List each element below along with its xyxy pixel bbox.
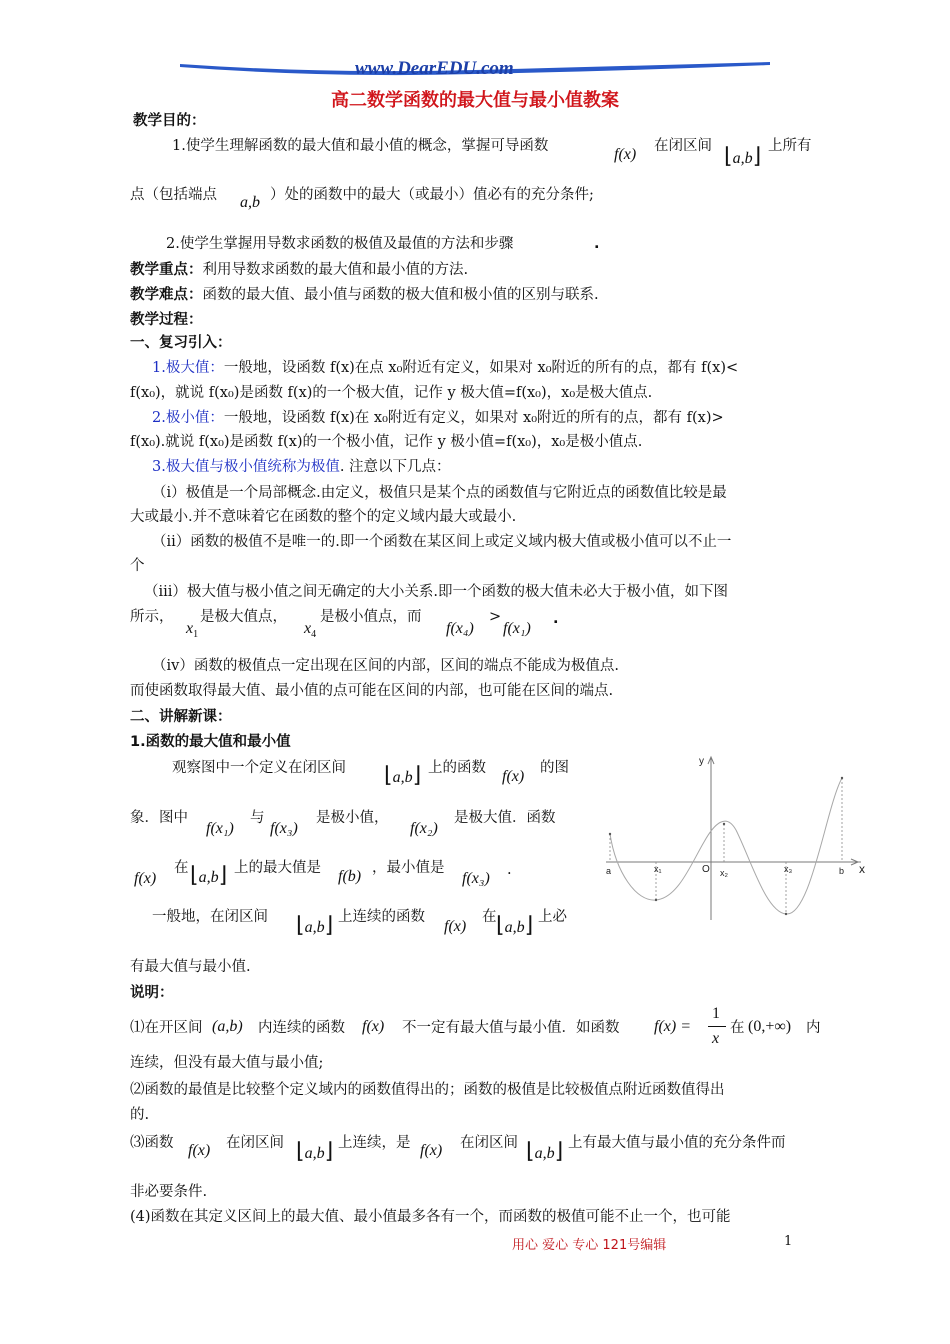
math-interval-ab-2: ⌊a,b⌋ [190, 862, 228, 887]
note-i-line2: 大或最小.并不意味着它在函数的整个的定义域内最大或最小. [130, 509, 517, 525]
math-fx2: f(x₂) [410, 820, 438, 837]
math-fraction-den: x [712, 1030, 720, 1047]
e3-line2: 非必要条件. [130, 1184, 208, 1200]
obs-text-i: 上的最大值是 [234, 860, 321, 876]
math-fraction-bar [708, 1026, 726, 1027]
math-fx1: f(x₁) [503, 620, 531, 637]
math-interval-ab-6: ⌊a,b⌋ [526, 1138, 564, 1163]
e1-line2: 连续，但没有最大值与最小值; [130, 1055, 324, 1071]
key-point-label: 教学重点： [130, 262, 203, 278]
note-iv-line: （ⅳ）函数的极值点一定出现在区间的内部，区间的端点不能成为极值点. [152, 658, 619, 674]
footer-motto: 用心 爱心 专心 121号编辑 [512, 1238, 667, 1253]
obs-text-f: 是极小值， [316, 810, 389, 826]
e2-line2: 的. [130, 1107, 150, 1123]
obs-text-d: 象．图中 [130, 810, 188, 826]
math-interval-ab-4: ⌊a,b⌋ [496, 912, 534, 937]
note-iii-text2: 所示， [130, 609, 174, 625]
goal1-line1 [172, 136, 548, 156]
subsection1-heading: 1.函数的最大值和最小值 [130, 734, 291, 750]
site-logo-text[interactable]: www.DearEDU.com [355, 58, 514, 79]
e1-text-b: 内连续的函数 [258, 1020, 345, 1036]
obs-text-h: 在 [174, 860, 189, 876]
math-fx-eq: f(x) = [654, 1018, 691, 1035]
max-label: 1.极大值： [152, 360, 224, 376]
obs-text-b: 上的函数 [428, 760, 486, 776]
math-open-ab: (a,b) [212, 1018, 243, 1035]
gen-text-b: 上连续的函数 [338, 909, 425, 925]
process-heading: 教学过程： [130, 312, 203, 328]
math-fx: f(x) [614, 146, 637, 163]
difficulty-label: 教学难点： [130, 287, 203, 303]
note-ii-line1: （ⅱ）函数的极值不是唯一的.即一个函数在某区间上或定义域内极大值或极小值可以不止一 [152, 534, 732, 550]
goal2-text: 2.使学生掌握用导数求函数的极值及最值的方法和步骤 [166, 236, 514, 252]
gen-text-a: 一般地，在闭区间 [152, 909, 268, 925]
math-fx1-b: f(x₁) [206, 820, 234, 837]
function-graph [596, 752, 876, 922]
extreme-text: . 注意以下几点： [339, 459, 451, 475]
obs-text-c: 的图 [540, 760, 569, 776]
goal1-text-e: ）处的函数中的最大（或最小）值必有的充分条件; [270, 187, 594, 203]
min-def-line1 [152, 408, 724, 428]
e3-text-d: 在闭区间 [460, 1135, 518, 1151]
e3-text-e: 上有最大值与最小值的充分条件而 [568, 1135, 786, 1151]
math-fx-2: f(x) [502, 768, 525, 785]
math-fx3-b: f(x₃) [462, 870, 490, 887]
max-def-line2: f(x₀)，就说 f(x₀)是函数 f(x)的一个极大值，记作 y 极大值=f(x₀)，x₀是极大值点. [130, 385, 653, 401]
e3-text-a: ⑶函数 [130, 1135, 174, 1151]
math-endpoints-ab: a,b [240, 194, 260, 211]
obs-text-g: 是极大值．函数 [454, 810, 556, 826]
math-fx-7: f(x) [420, 1142, 443, 1159]
e1-text-d: 在 [730, 1020, 745, 1036]
extreme-line [152, 457, 451, 477]
key-point-line [130, 260, 468, 280]
math-x4: $x_4$ [304, 620, 317, 641]
math-interval-ab-3: ⌊a,b⌋ [296, 912, 334, 937]
math-fx-4: f(x) [444, 918, 467, 935]
e2-line1: ⑵函数的最值是比较整个定义域内的函数值得出的；函数的极值是比较极值点附近函数值得出 [130, 1082, 725, 1098]
key-point-text: 利用导数求函数的最大值和最小值的方法. [202, 262, 469, 278]
obs-text-a: 观察图中一个定义在闭区间 [172, 760, 346, 776]
graph-label-y: y [699, 756, 704, 767]
note-iii-text4: 是极小值点，而 [320, 609, 422, 625]
note-iii-dot: . [553, 611, 559, 627]
graph-label-x3: x₃ [784, 864, 793, 874]
max-def-line1 [152, 358, 738, 378]
note-ii-line2: 个 [130, 558, 145, 574]
math-interval-ab-1: ⌊a,b⌋ [384, 762, 422, 787]
gen-line2: 有最大值与最小值. [130, 959, 251, 975]
math-fx-3: f(x) [134, 870, 157, 887]
gen-text-d: 上必 [538, 909, 567, 925]
difficulty-text: 函数的最大值、最小值与函数的极大值和极小值的区别与联系. [202, 287, 599, 303]
graph-label-x2: x₂ [720, 868, 728, 878]
gen-text-c: 在 [482, 909, 497, 925]
math-closed-interval-ab: ⌊a,b⌋ [724, 143, 762, 168]
obs-text-j: ，最小值是 [372, 860, 445, 876]
difficulty-line [130, 285, 599, 305]
extreme-label: 3.极大值与极小值统称为极值 [152, 459, 340, 475]
goal1-text-b: 在闭区间 [654, 138, 712, 154]
min-label: 2.极小值： [152, 410, 224, 426]
math-interval-ab-5: ⌊a,b⌋ [296, 1138, 334, 1163]
math-fx3: f(x₃) [270, 820, 298, 837]
e1-text-c: 不一定有最大值与最小值．如函数 [402, 1020, 620, 1036]
goal1-text-d: 点（包括端点 [130, 187, 217, 203]
obs-text-k: . [507, 862, 512, 878]
math-fx-5: f(x) [362, 1018, 385, 1035]
goal2-dot: . [594, 236, 600, 252]
page-title: 高二数学函数的最大值与最小值教案 [331, 90, 619, 111]
page-number: 1 [784, 1234, 793, 1249]
math-x1: $x_1$ [186, 620, 199, 641]
math-fx4: f(x₄) [446, 620, 474, 637]
explanation-heading: 说明： [130, 985, 174, 1001]
obs-text-e: 与 [250, 810, 265, 826]
e4-line1: (4)函数在其定义区间上的最大值、最小值最多各有一个，而函数的极值可能不止一个，也可能 [130, 1209, 731, 1225]
function-curve [610, 778, 845, 914]
goal1-text-a: 1.使学生理解函数的最大值和最小值的概念，掌握可导函数 [172, 138, 549, 154]
min-text1: 一般地，设函数 f(x)在 x₀附近有定义，如果对 x₀附近的所有的点，都有 f(x)> [223, 410, 724, 426]
note-i-line1: （ⅰ）极值是一个局部概念.由定义，极值只是某个点的函数值与它附近点的函数值比较是最 [152, 485, 727, 501]
graph-label-a: a [606, 866, 612, 876]
math-greater-than: > [489, 609, 502, 625]
math-fb: f(b) [338, 868, 362, 885]
e3-text-b: 在闭区间 [226, 1135, 284, 1151]
min-def-line2: f(x₀).就说 f(x₀)是函数 f(x)的一个极小值，记作 y 极小值=f(x₀)，x₀是极小值点. [130, 434, 643, 450]
note-iii-text3: 是极大值点， [200, 609, 287, 625]
goal1-text-c: 上所有 [768, 138, 812, 154]
section2-heading: 二、讲解新课： [130, 709, 232, 725]
e1-text-a: ⑴在开区间 [130, 1020, 203, 1036]
max-text1: 一般地，设函数 f(x)在点 x₀附近有定义，如果对 x₀附近的所有的点，都有 f(x)< [223, 360, 739, 376]
graph-label-x1: x₁ [654, 864, 662, 874]
section-goal-heading: 教学目的： [133, 113, 206, 129]
math-fraction-num: 1 [712, 1005, 720, 1022]
graph-label-x: x [859, 862, 865, 876]
e3-text-c: 上连续，是 [338, 1135, 411, 1151]
note-v-line: 而使函数取得最大值、最小值的点可能在区间的内部，也可能在区间的端点. [130, 683, 614, 699]
math-fx-6: f(x) [188, 1142, 211, 1159]
e1-text-e: 内 [806, 1020, 821, 1036]
note-iii-line1: （ⅲ）极大值与极小值之间无确定的大小关系.即一个函数的极大值未必大于极小值，如下图 [144, 584, 729, 600]
graph-label-origin: O [702, 864, 710, 875]
math-zero-inf: (0,+∞) [748, 1018, 792, 1035]
section1-heading: 一、复习引入： [130, 335, 232, 351]
graph-label-b: b [839, 866, 845, 876]
